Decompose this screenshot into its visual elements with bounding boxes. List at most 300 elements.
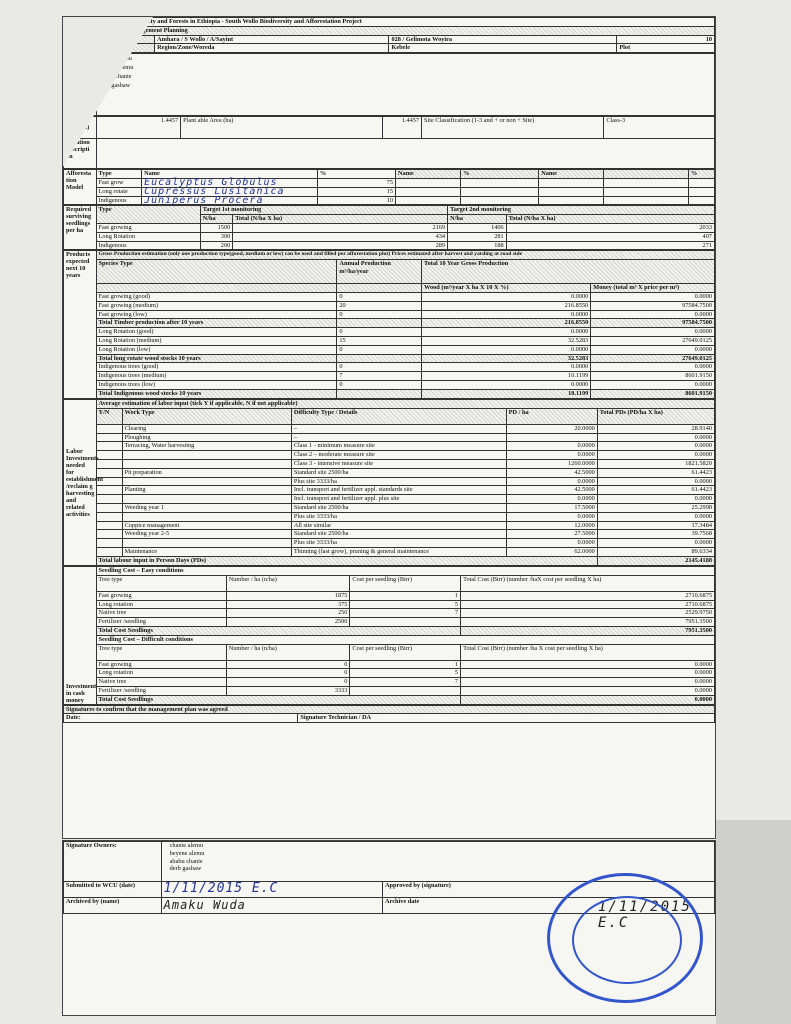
production-annual: 15 — [337, 336, 422, 345]
production-annual: 0 — [337, 380, 422, 389]
owner-name: chanie alemu — [98, 55, 132, 63]
model-col-pct-2: % — [461, 170, 539, 179]
production-money: 97584.7500 — [591, 301, 715, 310]
production-name: Total long rotate wood stocks 10 years — [96, 354, 337, 363]
production-name: Fast growing (low) — [96, 310, 337, 319]
labor-work: Weeding year 1 — [122, 503, 291, 512]
folded-corner — [63, 17, 153, 167]
production-name: Indigenous trees (low) — [96, 380, 337, 389]
seed-cost — [350, 618, 461, 627]
labor-row — [64, 433, 715, 442]
labor-diff: All site similar — [291, 521, 506, 530]
labor-row — [64, 424, 715, 433]
production-money: 8601.9150 — [591, 389, 715, 398]
seed-hard-col-cost: Cost per seedling (Birr) — [350, 644, 461, 660]
production-wood: 0.0000 — [422, 292, 591, 301]
production-wood: 0.0000 — [422, 310, 591, 319]
labor-work: Planting — [122, 486, 291, 495]
technician-signature-label: Signature Technician / DA — [298, 714, 715, 723]
model-species: Cupressus Lusitanica — [142, 187, 318, 196]
afforestation-model-table — [63, 169, 715, 205]
labor-col-work: Work Type — [122, 408, 291, 424]
labor-diff: Standard site 2500/ha — [291, 530, 506, 539]
seedling-n1: 1500 — [200, 223, 233, 232]
labor-diff: Class 2 – moderate measure site — [291, 451, 506, 460]
model-type: Fast grow — [96, 178, 142, 187]
production-annual: 20 — [337, 301, 422, 310]
production-wood: 216.8550 — [422, 301, 591, 310]
seed-hard-row — [64, 678, 715, 687]
production-wood: 0.0000 — [422, 363, 591, 372]
seed-type: Native tree — [96, 678, 226, 687]
seed-cost: 7 — [350, 678, 461, 687]
seed-total: 2529.9750 — [461, 609, 715, 618]
labor-total: 39.7568 — [597, 530, 714, 539]
col-annual-production: Annual Production m³/ha/year — [337, 260, 422, 284]
seedling-n1: 200 — [200, 241, 233, 250]
production-money: 0.0000 — [591, 363, 715, 372]
seed-type: Long rotation — [96, 669, 226, 678]
seed-easy-col-num: Number / ha (n/ha) — [226, 575, 350, 591]
seed-hard-row — [64, 660, 715, 669]
model-pct: 10 — [317, 196, 395, 205]
site-classification-label: Site Classification (1-3 and + or non + Site) — [422, 117, 604, 139]
seed-type: Native tree — [96, 609, 226, 618]
gross-size-label: Gross Size (ha) — [64, 117, 97, 139]
production-row — [64, 380, 715, 389]
model-col-pct-3: % — [688, 170, 714, 179]
seedlings-nha-1: N/ha — [200, 215, 233, 224]
seed-total: 2710.6875 — [461, 600, 715, 609]
labor-diff: Incl. transport and fertilizer appl. standards site — [291, 486, 506, 495]
labor-work — [122, 495, 291, 504]
labor-total: 0.0000 — [597, 442, 714, 451]
labor-pd: 0.0000 — [506, 442, 597, 451]
seed-hard-row — [64, 687, 715, 696]
production-annual: 0 — [337, 363, 422, 372]
production-total-row — [64, 319, 715, 328]
production-row — [64, 301, 715, 310]
owner-name: derb gashaw — [98, 82, 131, 90]
submitted-date: 1/11/2015 E.C — [161, 882, 382, 898]
seed-total: 0.0000 — [461, 678, 715, 687]
labor-row — [64, 468, 715, 477]
seed-hard-total-row — [64, 695, 715, 704]
seedlings-total-2: Total (N/ha X ha) — [506, 215, 714, 224]
owners-table — [63, 53, 715, 116]
production-annual: 0 — [337, 345, 422, 354]
col-species-type: Species Type — [96, 260, 337, 284]
signature-owners-label: Signature Owners: — [64, 842, 162, 882]
labor-row — [64, 530, 715, 539]
seed-type: Long rotation — [96, 600, 226, 609]
labor-row — [64, 477, 715, 486]
labor-work — [122, 477, 291, 486]
owner-name: ababu chanie — [169, 857, 203, 865]
seed-type: Fast growing — [96, 591, 226, 600]
production-wood: 10.1199 — [422, 372, 591, 381]
seed-easy-col-total: Total Cost (Birr) (number /haX cost per seedling X ha) — [461, 575, 715, 591]
production-row — [64, 363, 715, 372]
production-row — [64, 372, 715, 381]
labor-work: Ploughing — [122, 433, 291, 442]
seedling-t1: 289 — [233, 241, 448, 250]
seedling-n1: 300 — [200, 232, 233, 241]
labor-work: Maintenance — [122, 547, 291, 556]
signature-banner-table — [63, 705, 715, 724]
seed-type: Fast growing — [96, 660, 226, 669]
seed-total: 0.0000 — [461, 687, 715, 696]
labor-total-value: 2145.4188 — [597, 556, 714, 565]
page-shadow — [716, 820, 791, 1024]
products-label: Products expected next 10 years — [64, 251, 97, 399]
seedling-type: Indigenous — [96, 241, 200, 250]
col-wood-title: Wood — [424, 284, 440, 292]
labor-col-diff: Difficulty Type / Details — [291, 408, 506, 424]
production-money: 0.0000 — [591, 345, 715, 354]
labor-row — [64, 547, 715, 556]
labor-col-yn: Y/N — [96, 408, 122, 424]
model-species: Juniperus Procera — [142, 196, 318, 205]
labor-diff: Class 1 - minimum measure site — [291, 442, 506, 451]
labor-banner: Average estimation of labor input (tick Y if applicable, N if not applicable) — [96, 400, 714, 409]
plantable-area-value: 1.4457 — [382, 117, 421, 139]
labor-pd: 1260.0000 — [506, 460, 597, 469]
region-label: Region/Zone/Woreda — [155, 44, 389, 53]
production-money: 8601.9150 — [591, 372, 715, 381]
seed-hard-total-label: Total Cost Seedlings — [96, 695, 461, 704]
seed-total: 2710.6875 — [461, 591, 715, 600]
labor-col-pd: PD / ha — [506, 408, 597, 424]
seed-hard-row — [64, 669, 715, 678]
production-row — [64, 336, 715, 345]
labor-total-label: Total labour input in Person Days (PDs) — [96, 556, 597, 565]
production-row — [64, 292, 715, 301]
production-row — [64, 328, 715, 337]
seed-easy-col-type: Tree type — [96, 575, 226, 591]
archived-by-label: Archived by (name) — [64, 898, 162, 914]
seed-easy-col-cost: Cost per seedling (Birr) — [350, 575, 461, 591]
labor-pd: 0.0000 — [506, 477, 597, 486]
owner-name: beyene alemu — [98, 64, 134, 72]
labor-row — [64, 512, 715, 521]
owner-name: ababu chanie — [98, 73, 132, 81]
production-name: Long Rotation (good) — [96, 328, 337, 337]
model-col-pct: % — [317, 170, 395, 179]
production-money: 0.0000 — [591, 380, 715, 389]
approved-label: Approved by (signature) — [382, 882, 714, 898]
seed-easy-total-value: 7951.3500 — [461, 627, 715, 636]
submitted-label: Submitted to WCU (date) — [64, 882, 162, 898]
labor-work: Coppice management — [122, 521, 291, 530]
seed-total: 0.0000 — [461, 669, 715, 678]
seedling-t2: 407 — [506, 232, 714, 241]
labor-diff: Standard site 2500/ha — [291, 503, 506, 512]
labor-pd: 0.0000 — [506, 495, 597, 504]
labor-total: 17.3484 — [597, 521, 714, 530]
labor-total: 28.9140 — [597, 424, 714, 433]
labor-work — [122, 539, 291, 548]
owners-names — [96, 54, 714, 116]
labor-diff: Plus site 3333/ha — [291, 512, 506, 521]
production-name: Total Timber production after 10 years — [96, 319, 337, 328]
seed-easy-row — [64, 591, 715, 600]
col-money-sub: (total m³ X price per m³) — [613, 284, 680, 292]
archive-date-handwritten: 1/11/2015 E.C — [598, 899, 692, 931]
seed-type: Fertilizer /seedling — [96, 687, 226, 696]
plot-label: Plot — [617, 44, 715, 53]
production-row — [64, 310, 715, 319]
labor-row — [64, 486, 715, 495]
labor-work — [122, 512, 291, 521]
seedling-t2: 2033 — [506, 223, 714, 232]
afforestation-model-label: Afforesta tion Model — [64, 170, 97, 205]
production-name: Indigenous trees (medium) — [96, 372, 337, 381]
seed-total: 7951.3500 — [461, 618, 715, 627]
seedling-n2: 1406 — [448, 223, 507, 232]
labor-total: 0.0000 — [597, 495, 714, 504]
archived-by-name: Amaku Wuda — [161, 898, 382, 914]
production-name: Long Rotation (medium) — [96, 336, 337, 345]
production-table — [63, 250, 715, 399]
model-col-name-3: Name — [539, 170, 604, 179]
production-money: 0.0000 — [591, 328, 715, 337]
labor-total: 0.0000 — [597, 539, 714, 548]
labor-total: 25.2998 — [597, 503, 714, 512]
production-banner: Gross Production estimation (only one production type(good, medium or low) can be used and filled per afforestation plot) Prices estimated after harvest and yarding at road side — [96, 251, 714, 260]
date-label: Date: — [64, 714, 298, 723]
seed-cost: 7 — [350, 609, 461, 618]
model-species: Eucalyptus Globulus — [142, 178, 318, 187]
labor-row — [64, 451, 715, 460]
labor-pd: 0.0000 — [506, 451, 597, 460]
investment-label: Investment in cash money — [64, 567, 97, 705]
labor-label: Labor Investments needed for establishment /reclaim g harvesting and related activities — [64, 400, 97, 566]
seed-easy-row — [64, 600, 715, 609]
seed-cost: 1 — [350, 591, 461, 600]
gross-size-value: 1.4457 — [96, 117, 181, 139]
owner-name: chanie alemu — [169, 842, 204, 849]
col-wood-sub: (m³/year X ha X 10 X %) — [441, 284, 509, 292]
header-table — [63, 17, 715, 53]
seedlings-target-2: Target 2nd monitoring — [448, 206, 715, 215]
production-annual: 0 — [337, 310, 422, 319]
production-wood: 32.5283 — [422, 354, 591, 363]
labor-row — [64, 442, 715, 451]
seed-num: 0 — [226, 660, 350, 669]
seed-hard-col-total: Total Cost (Birr) (number /ha X cost per seedling X ha) — [461, 644, 715, 660]
labor-diff: Thinning (fast grow), pruning & general maintenance — [291, 547, 506, 556]
labor-total-row — [64, 556, 715, 565]
seed-num: 2500 — [226, 618, 350, 627]
production-wood: 216.8550 — [422, 319, 591, 328]
seed-hard-total-value: 0.0000 — [461, 695, 715, 704]
labor-pd: 17.5000 — [506, 503, 597, 512]
seed-hard-col-type: Tree type — [96, 644, 226, 660]
official-seal — [547, 873, 703, 1003]
seedling-type: Long Rotation — [96, 232, 200, 241]
seed-easy-total-label: Total Cost Seedlings — [96, 627, 461, 636]
production-name: Indigenous trees (good) — [96, 363, 337, 372]
labor-row — [64, 495, 715, 504]
seedlings-total-1: Total (N/ha X ha) — [233, 215, 448, 224]
labor-pd: 0.0000 — [506, 539, 597, 548]
labor-total: 61.4423 — [597, 486, 714, 495]
owners-label: Owners (names/contacts) — [64, 54, 97, 116]
production-annual: 7 — [337, 372, 422, 381]
owner-name: beyene alemu — [169, 849, 205, 857]
labor-diff: Plus site 3333/ha — [291, 539, 506, 548]
seedling-t2: 271 — [506, 241, 714, 250]
seed-hard-col-num: Number / ha (n/ha) — [226, 644, 350, 660]
labor-diff: – — [291, 424, 506, 433]
labor-work: Weeding year 2-5 — [122, 530, 291, 539]
seed-cost: 5 — [350, 669, 461, 678]
labor-work: Clearing — [122, 424, 291, 433]
seedling-t1: 434 — [233, 232, 448, 241]
model-type: Long rotate — [96, 187, 142, 196]
labor-total: 61.4423 — [597, 468, 714, 477]
labor-pd — [506, 433, 597, 442]
labor-work — [122, 460, 291, 469]
seed-cost: 5 — [350, 600, 461, 609]
model-pct: 15 — [317, 187, 395, 196]
plantable-area-label: Plant able Area (ha) — [181, 117, 383, 139]
production-money: 0.0000 — [591, 310, 715, 319]
seedlings-nha-2: N/ha — [448, 215, 507, 224]
labor-work: Terracing, Water harvesting — [122, 442, 291, 451]
seed-cost — [350, 687, 461, 696]
model-col-type: Type — [96, 170, 142, 179]
seedlings-col-type: Type — [96, 206, 200, 224]
kebele-label: Kebele — [389, 44, 617, 53]
production-money: 0.0000 — [591, 292, 715, 301]
archive-date-label: Archive date — [382, 898, 714, 914]
production-annual: 0 — [337, 328, 422, 337]
model-type: Indigenous — [96, 196, 142, 205]
production-money: 27649.0125 — [591, 336, 715, 345]
col-wood — [422, 284, 591, 293]
seed-easy-row — [64, 618, 715, 627]
labor-diff: Class 3 - intensive measure site — [291, 460, 506, 469]
form-sheet — [62, 16, 716, 839]
seed-easy-total-row — [64, 627, 715, 636]
col-money-title: Money — [593, 284, 612, 292]
seed-type: Fertilizer /seedling — [96, 618, 226, 627]
seed-num: 3333 — [226, 687, 350, 696]
seed-num: 0 — [226, 678, 350, 687]
model-pct: 75 — [317, 178, 395, 187]
seed-easy-title: Seedling Cost – Easy conditions — [96, 567, 714, 576]
labor-row — [64, 539, 715, 548]
production-money: 97584.7500 — [591, 319, 715, 328]
kebele-value: 028 / Gelimota Woyira — [389, 35, 617, 44]
production-wood: 0.0000 — [422, 345, 591, 354]
seed-total: 0.0000 — [461, 660, 715, 669]
labor-table — [63, 399, 715, 566]
labor-work — [122, 451, 291, 460]
owner-name: derb gashaw — [169, 865, 202, 873]
seedling-t1: 2169 — [233, 223, 448, 232]
col-money — [591, 284, 715, 293]
production-money: 27649.0125 — [591, 354, 715, 363]
labor-pd: 42.5000 — [506, 468, 597, 477]
col-total-gross: Total 10 Year Gross Production — [422, 260, 715, 284]
labor-total: 0.0000 — [597, 451, 714, 460]
production-row — [64, 345, 715, 354]
model-col-name: Name — [142, 170, 318, 179]
labor-row — [64, 521, 715, 530]
labor-pd: 20.0000 — [506, 424, 597, 433]
location-label: Location descripti on — [64, 139, 97, 169]
seed-easy-row — [64, 609, 715, 618]
production-wood: 32.5283 — [422, 336, 591, 345]
labor-row — [64, 503, 715, 512]
labor-total: 0.0000 — [597, 512, 714, 521]
labor-diff: Plus site 3333/ha — [291, 477, 506, 486]
seedlings-label: Required surviving seedlings per ha — [64, 206, 97, 250]
labor-diff: Standard site 2500/ha — [291, 468, 506, 477]
production-total-row — [64, 389, 715, 398]
production-annual: 0 — [337, 292, 422, 301]
production-wood: 10.1199 — [422, 389, 591, 398]
labor-total: 1821.5820 — [597, 460, 714, 469]
labor-pd: 27.5000 — [506, 530, 597, 539]
seed-num: 0 — [226, 669, 350, 678]
seed-num: 250 — [226, 609, 350, 618]
seedling-type: Fast growing — [96, 223, 200, 232]
labor-diff: – — [291, 433, 506, 442]
production-wood: 0.0000 — [422, 380, 591, 389]
seedling-n2: 281 — [448, 232, 507, 241]
official-seal-inner — [572, 896, 682, 984]
labor-total: 0.0000 — [597, 477, 714, 486]
labor-row — [64, 460, 715, 469]
labor-pd: 12.0000 — [506, 521, 597, 530]
signature-banner: Signatures to confirm that the management plan was agreed — [64, 705, 715, 714]
production-name: Fast growing (good) — [96, 292, 337, 301]
labor-col-total: Total PDs (PD/ha X ha) — [597, 408, 714, 424]
form-subtitle: ...e Afforestation Plots Management Planning — [64, 26, 715, 35]
labor-pd: 42.5000 — [506, 486, 597, 495]
form-title: ... Sustainable Use of Biodiversity and Forests in Ethiopia - South Wollo Biodiversity and Afforestation Project — [64, 18, 715, 27]
seedling-cost-table — [63, 566, 715, 705]
seedling-n2: 188 — [448, 241, 507, 250]
plot-number: 10 — [617, 35, 715, 44]
production-total-row — [64, 354, 715, 363]
labor-diff: Incl. transport and fertilizer appl. plus site — [291, 495, 506, 504]
gross-size-table — [63, 116, 715, 169]
seed-cost: 1 — [350, 660, 461, 669]
production-name: Long Rotation (low) — [96, 345, 337, 354]
site-class-value: Class-3 — [604, 117, 715, 139]
production-name: Fast growing (medium) — [96, 301, 337, 310]
seedlings-table — [63, 205, 715, 250]
labor-work: Pit preparation — [122, 468, 291, 477]
production-name: Total Indigenous wood stocks 10 years — [96, 389, 337, 398]
seed-num: 1875 — [226, 591, 350, 600]
labor-pd: 62.0000 — [506, 547, 597, 556]
labor-pd: 0.0000 — [506, 512, 597, 521]
labor-total: 89.6334 — [597, 547, 714, 556]
model-col-name-2: Name — [396, 170, 461, 179]
labor-total: 0.0000 — [597, 433, 714, 442]
region-value: Amhara / S Wollo / A/Sayint — [155, 35, 389, 44]
seed-hard-title: Seedling Cost – Difficult conditions — [96, 635, 714, 644]
seedlings-target-1: Target 1st monitoring — [200, 206, 447, 215]
production-wood: 0.0000 — [422, 328, 591, 337]
seed-num: 375 — [226, 600, 350, 609]
